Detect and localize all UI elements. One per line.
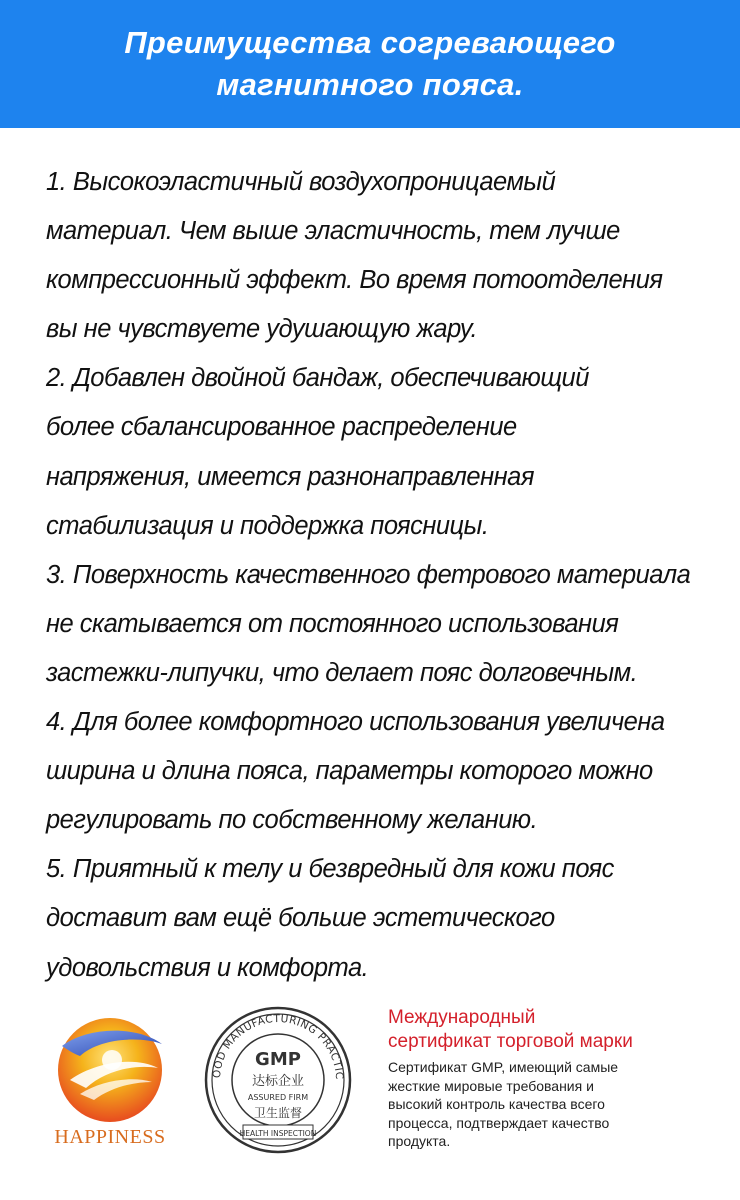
body-line: стабилизация и поддержка поясницы. bbox=[46, 511, 489, 540]
certificate-description bbox=[388, 1058, 728, 1151]
happiness-wordmark: HAPPINESS bbox=[54, 1126, 166, 1148]
body-line: 1. Высокоэластичный воздухопроницаемый bbox=[46, 168, 556, 196]
header-title-line-2: магнитного пояса. bbox=[216, 67, 524, 102]
body-line: не скатывается от постоянного использования bbox=[46, 609, 619, 638]
body-line: застежки-липучки, что делает пояс долговечным. bbox=[46, 658, 638, 687]
gmp-cn-line-2: 卫生监督 bbox=[253, 1106, 303, 1120]
body-line: материал. Чем выше эластичность, тем лучше bbox=[46, 217, 620, 246]
header-banner bbox=[0, 0, 740, 128]
body-line: 3. Поверхность качественного фетрового материала bbox=[46, 560, 691, 589]
body-line: регулировать по собственному желанию. bbox=[46, 806, 538, 835]
gmp-seal bbox=[203, 1005, 353, 1155]
body-line: 2. Добавлен двойной бандаж, обеспечивающий bbox=[46, 364, 589, 393]
happiness-logo-icon bbox=[40, 1010, 180, 1125]
body-line: более сбалансированное распределение bbox=[46, 413, 517, 442]
gmp-assured: ASSURED FIRM bbox=[247, 1093, 309, 1102]
body-line: 5. Приятный к телу и безвредный для кожи пояс bbox=[46, 855, 614, 884]
gmp-bottom-label: HEALTH INSPECTION bbox=[239, 1129, 317, 1138]
gmp-seal-icon bbox=[203, 1005, 353, 1155]
body-line: компрессионный эффект. Во время потоотделения bbox=[46, 266, 663, 295]
certificate-title-line-1: Международный bbox=[388, 1007, 536, 1028]
certificate-desc-line: жесткие мировые требования и bbox=[388, 1077, 594, 1094]
certificate-desc-line: Сертификат GMP, имеющий самые bbox=[388, 1059, 619, 1075]
gmp-cn-line-1: 达标企业 bbox=[251, 1074, 305, 1089]
header-title-line-1: Преимущества согревающего bbox=[124, 25, 616, 60]
body-line: 4. Для более комфортного использования увеличена bbox=[46, 708, 665, 737]
body-line: доставит вам ещё больше эстетического bbox=[46, 904, 555, 933]
gmp-center-label: GMP bbox=[255, 1049, 301, 1070]
happiness-logo bbox=[40, 1010, 180, 1160]
certificate-desc-line: продукта. bbox=[388, 1133, 451, 1149]
certificate-desc-line: высокий контроль качества всего bbox=[388, 1096, 605, 1112]
certificate-title-line-2: сертификат торговой марки bbox=[388, 1031, 633, 1052]
body-line: вы не чувствуете удушающую жару. bbox=[46, 315, 478, 344]
certificate-block bbox=[388, 1006, 728, 1151]
certificate-desc-line: процесса, подтверждает качество bbox=[388, 1114, 610, 1131]
body-line: ширина и длина пояса, параметры которого можно bbox=[46, 757, 653, 786]
advantages-list bbox=[46, 158, 726, 993]
body-line: удовольствия и комфорта. bbox=[46, 953, 369, 982]
gmp-arc-text: OOD MANUFACTURING PRACTIC bbox=[210, 1012, 346, 1081]
body-line: напряжения, имеется разнонаправленная bbox=[46, 462, 534, 491]
